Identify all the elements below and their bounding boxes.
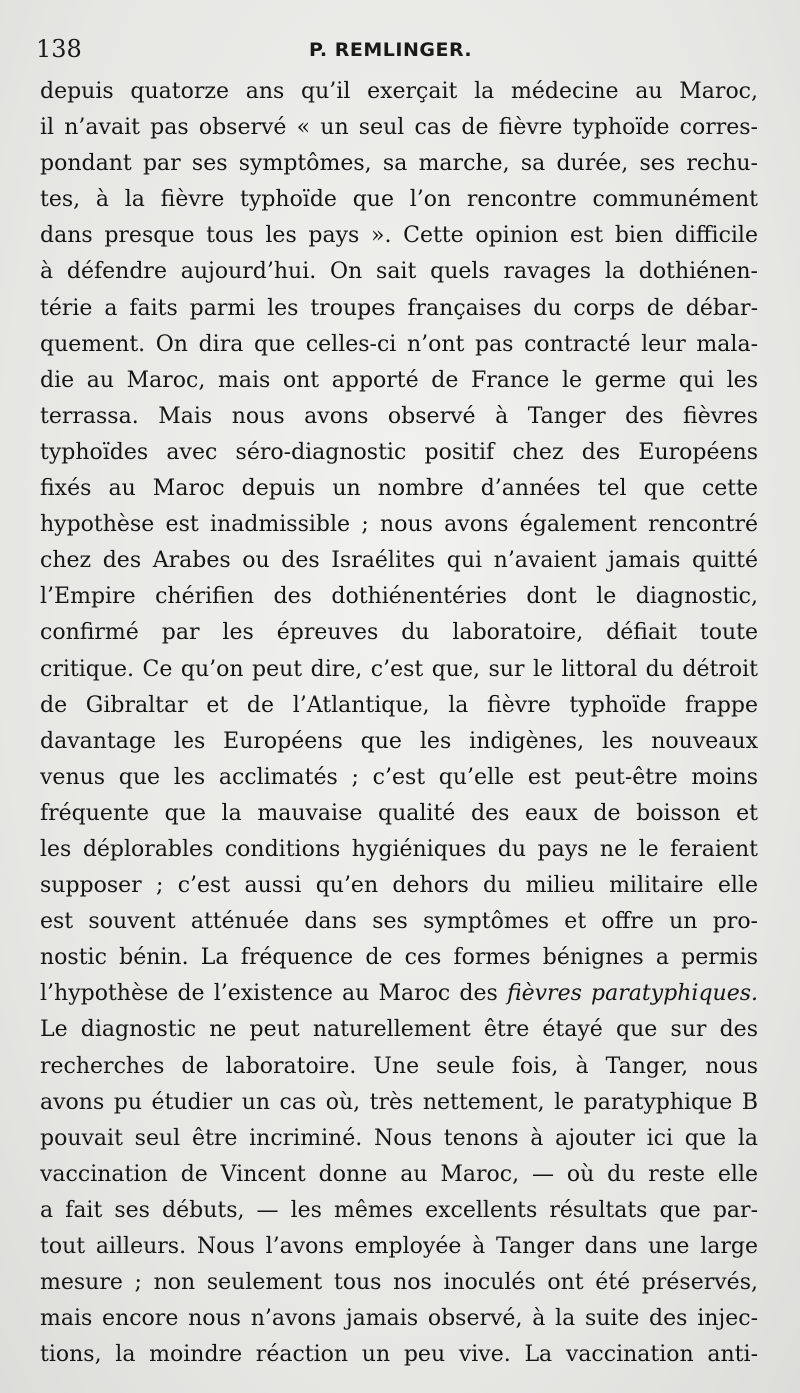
text-line: pondant par ses symptômes, sa marche, sa durée, ses rechu- xyxy=(40,151,758,177)
text-line: térie a faits parmi les troupes françaises du corps de débar- xyxy=(40,295,758,321)
text-line: pouvait seul être incriminé. Nous tenons à ajouter ici que la xyxy=(40,1125,758,1151)
text-line: tout ailleurs. Nous l’avons employée à Tanger dans une large xyxy=(40,1234,758,1259)
page-header xyxy=(36,34,766,68)
text-line: typhoïdes avec séro-diagnostic positif chez des Européens xyxy=(40,439,758,465)
text-line: davantage les Européens que les indigènes, les nouveaux xyxy=(40,728,758,754)
body-text xyxy=(40,74,758,1373)
text-line: est souvent atténuée dans ses symptômes et offre un pro- xyxy=(40,909,758,935)
text-line: venus que les acclimatés ; c’est qu’elle est peut-être moins xyxy=(40,764,758,790)
text-line: avons pu étudier un cas où, très nettement, le paratyphique B xyxy=(40,1089,758,1115)
text-line: hypothèse est inadmissible ; nous avons également rencontré xyxy=(40,512,758,538)
text-line: dans presque tous les pays ». Cette opinion est bien difficile xyxy=(40,223,758,249)
text-line: confirmé par les épreuves du laboratoire, défiait toute xyxy=(40,620,758,646)
page-number: 138 xyxy=(36,35,82,63)
text-line: a fait ses débuts, — les mêmes excellents résultats que par- xyxy=(40,1197,758,1223)
running-head: P. REMLINGER. xyxy=(309,39,473,61)
text-line: fixés au Maroc depuis un nombre d’années tel que cette xyxy=(40,476,758,502)
text-line: Le diagnostic ne peut naturellement être étayé que sur des xyxy=(40,1017,758,1043)
text-line: recherches de laboratoire. Une seule fois, à Tanger, nous xyxy=(40,1053,758,1079)
text-line: fréquente que la mauvaise qualité des eaux de boisson et xyxy=(40,800,758,826)
text-line: vaccination de Vincent donne au Maroc, — où du reste elle xyxy=(40,1161,758,1187)
text-line: terrassa. Mais nous avons observé à Tanger des fièvres xyxy=(40,403,758,429)
text-line-roman-part: l’hypothèse de l’existence au Maroc des xyxy=(40,981,507,1007)
text-line: chez des Arabes ou des Israélites qui n’avaient jamais quitté xyxy=(40,548,758,574)
italic-term: fièvres paratyphiques. xyxy=(506,981,758,1007)
text-line-with-italic xyxy=(40,976,758,1012)
text-line: les déplorables conditions hygiéniques du pays ne le feraient xyxy=(40,836,758,862)
text-line: die au Maroc, mais ont apporté de France le germe qui les xyxy=(40,367,758,393)
text-line: à défendre aujourd’hui. On sait quels ravages la dothiénen- xyxy=(40,259,758,285)
text-line: tions, la moindre réaction un peu vive. La vaccination anti- xyxy=(40,1342,758,1368)
text-line: mesure ; non seulement tous nos inoculés ont été préservés, xyxy=(40,1270,758,1296)
text-line: tes, à la fièvre typhoïde que l’on rencontre communément xyxy=(40,187,758,213)
text-line: mais encore nous n’avons jamais observé, à la suite des injec- xyxy=(40,1306,758,1332)
text-line: supposer ; c’est aussi qu’en dehors du milieu militaire elle xyxy=(40,873,758,899)
text-line: il n’avait pas observé « un seul cas de fièvre typhoïde corres- xyxy=(40,115,758,141)
text-line: nostic bénin. La fréquence de ces formes bénignes a permis xyxy=(40,945,758,971)
text-line: de Gibraltar et de l’Atlantique, la fièvre typhoïde frappe xyxy=(40,692,758,718)
text-line: critique. Ce qu’on peut dire, c’est que, sur le littoral du détroit xyxy=(40,656,758,682)
text-line: depuis quatorze ans qu’il exerçait la médecine au Maroc, xyxy=(40,79,758,104)
text-line: quement. On dira que celles-ci n’ont pas contracté leur mala- xyxy=(40,331,758,357)
text-line: l’Empire chérifien des dothiénentéries dont le diagnostic, xyxy=(40,584,758,610)
